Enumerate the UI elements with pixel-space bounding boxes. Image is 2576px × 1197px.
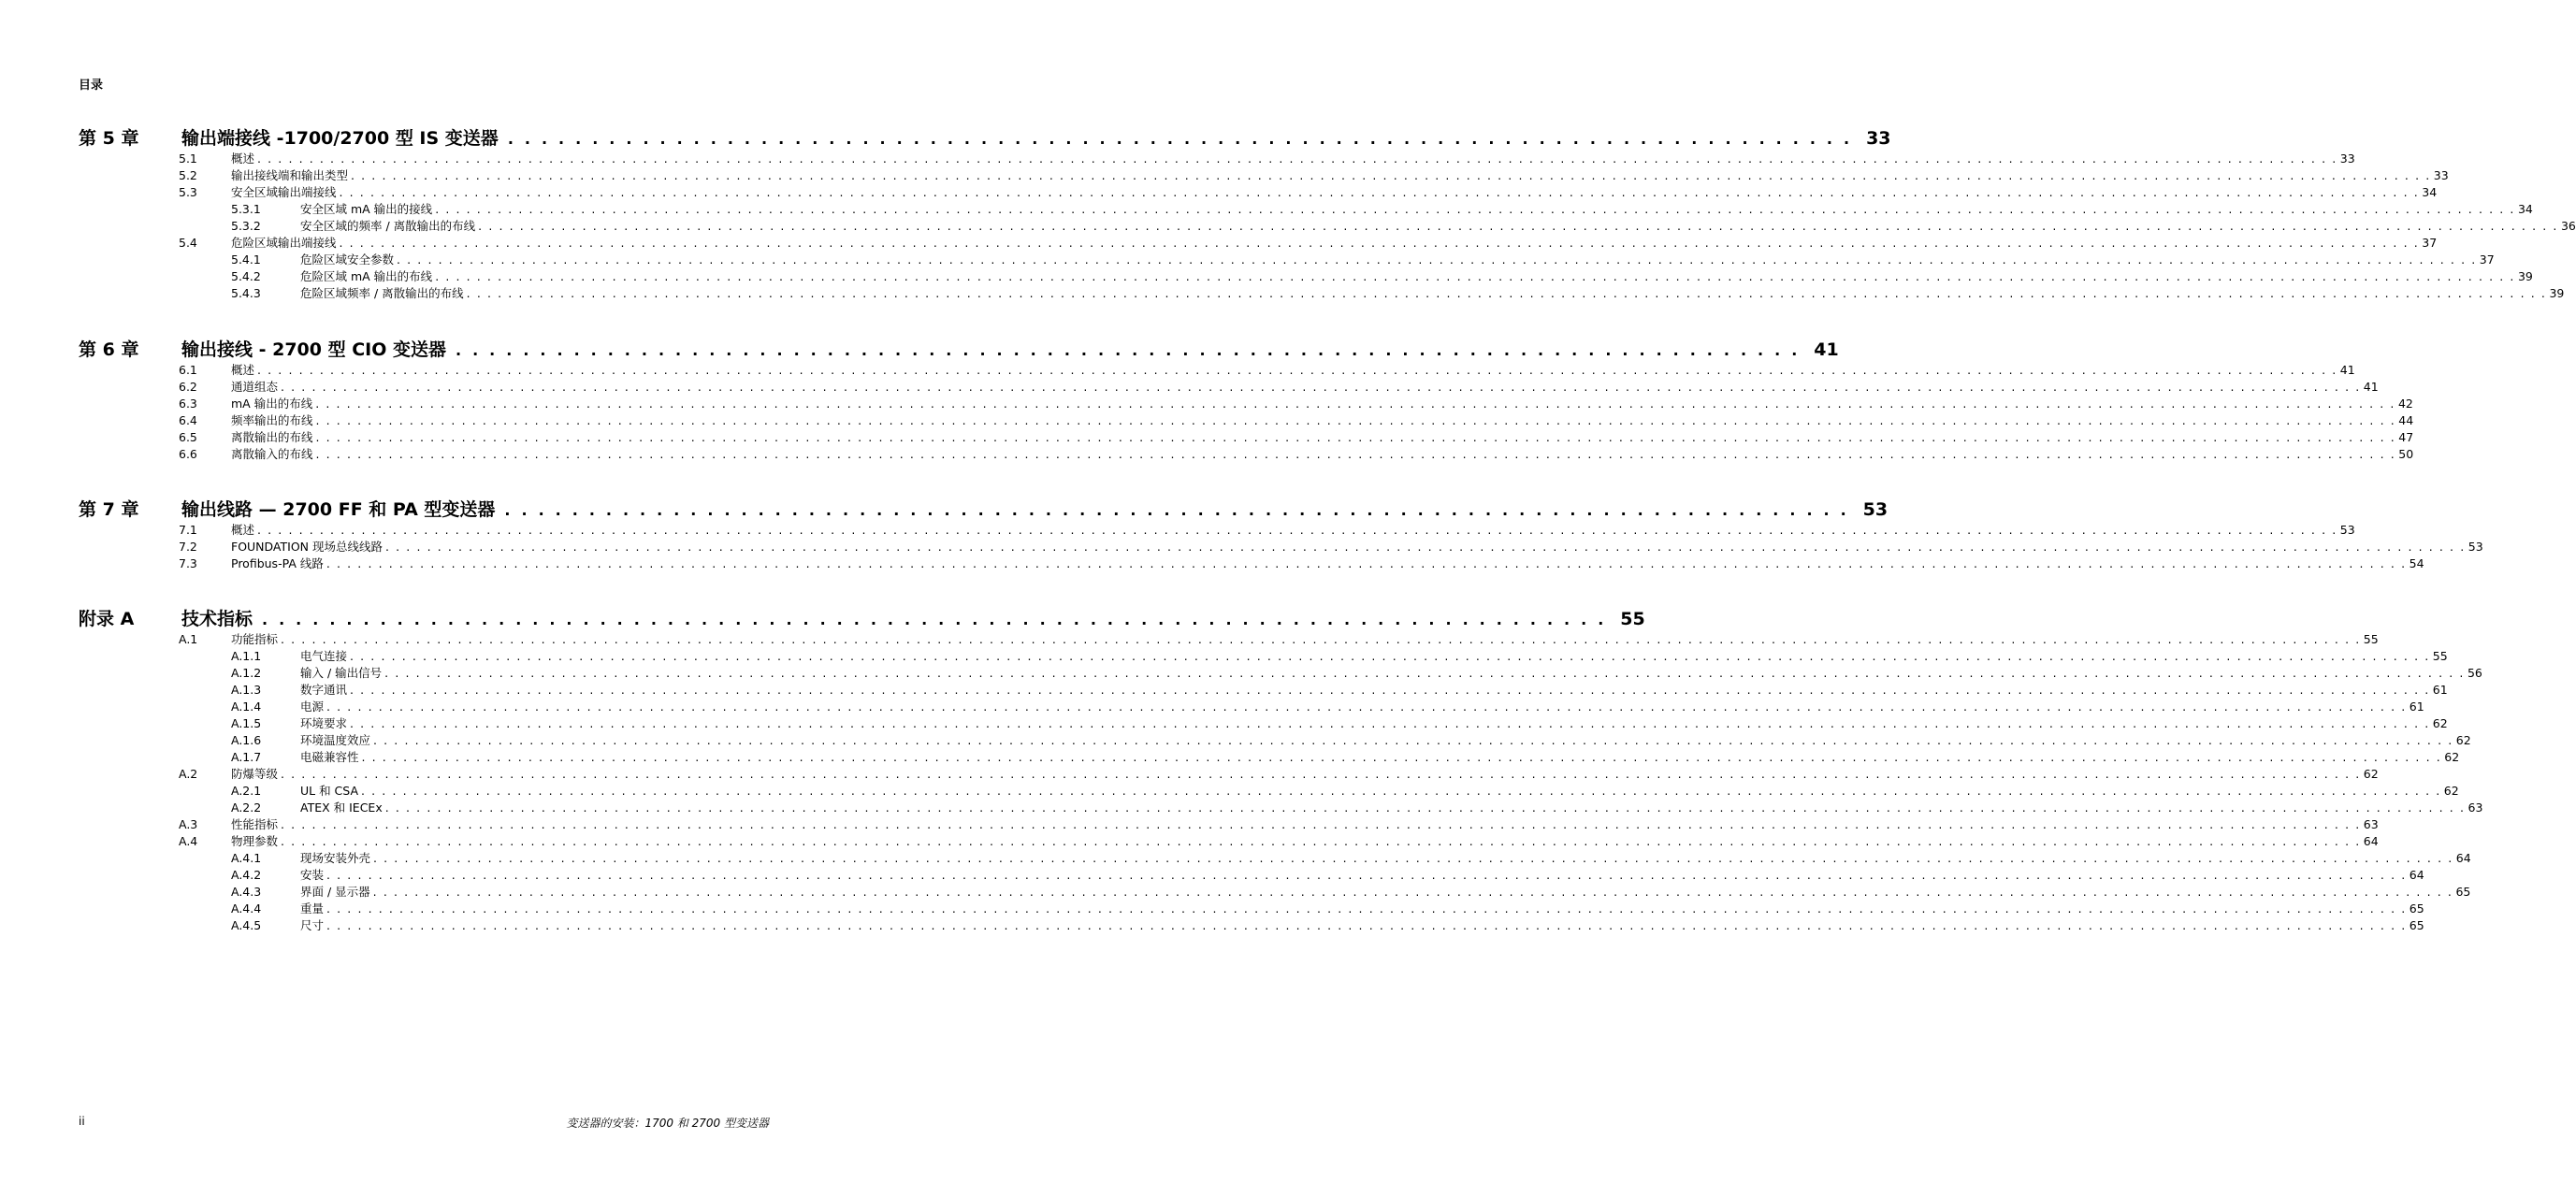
entry-title: 环境要求 — [300, 716, 348, 730]
entry-page-number: 50 — [2398, 447, 2414, 461]
entry-page-number: 33 — [2433, 168, 2449, 182]
toc-entry[interactable] — [79, 648, 2448, 665]
entry-title: 重量 — [300, 901, 325, 916]
chapter-title: 技术指标 — [181, 609, 253, 629]
entry-page-number: 53 — [2467, 540, 2483, 554]
dot-leader: ................................................................................ — [262, 611, 1615, 628]
chapter-heading[interactable] — [79, 128, 1891, 149]
entry-number: A.3 — [179, 817, 198, 831]
dot-leader: ................................................................................ — [507, 130, 1861, 148]
toc-entry[interactable] — [79, 833, 2379, 850]
toc-entry[interactable] — [79, 412, 2414, 429]
entry-page-number: 33 — [2339, 151, 2355, 166]
entry-page-number: 47 — [2398, 430, 2414, 444]
toc-entry[interactable] — [79, 766, 2379, 783]
chapter-heading[interactable] — [79, 499, 1889, 520]
chapter-number: 第 6 章 — [79, 339, 139, 360]
toc-chapter — [79, 499, 2483, 572]
entry-number: A.2.1 — [231, 784, 262, 798]
dot-leader: . . . . . . . . . . . . . . . . . . . . . . . . . . . . . . . . . . . . . . . . . . . . . . . . . . . . . . . . . . . . . . . . . . . . . . . . . . . . . . . . . . . . . . . . . . . . . . . . . . . . . . . . . . . . . . . . . . . . . . . . . . . . . . . . . . . . . . . . . . . . . . . . . . . . . . . . . . . . . . . . . . . . . . . . . . . . . . . . . . . . . . . . . . . . . . . . . . . . . . . . — [361, 784, 2441, 798]
entry-title: 性能指标 — [231, 817, 279, 831]
dot-leader: . . . . . . . . . . . . . . . . . . . . . . . . . . . . . . . . . . . . . . . . . . . . . . . . . . . . . . . . . . . . . . . . . . . . . . . . . . . . . . . . . . . . . . . . . . . . . . . . . . . . . . . . . . . . . . . . . . . . . . . . . . . . . . . . . . . . . . . . . . . . . . . . . . . . . . . . . . . . . . . . . . . . . . . . . . . . . . . . . . . . . . . . . . . . . . . . . . . . . . . . — [339, 185, 2420, 199]
entry-title: 概述 — [231, 523, 255, 537]
toc-entry[interactable] — [79, 184, 2438, 201]
entry-number: 6.6 — [179, 447, 197, 461]
toc-entry[interactable] — [79, 379, 2379, 396]
toc-entry[interactable] — [79, 362, 2355, 379]
dot-leader: . . . . . . . . . . . . . . . . . . . . . . . . . . . . . . . . . . . . . . . . . . . . . . . . . . . . . . . . . . . . . . . . . . . . . . . . . . . . . . . . . . . . . . . . . . . . . . . . . . . . . . . . . . . . . . . . . . . . . . . . . . . . . . . . . . . . . . . . . . . . . . . . . . . . . . . . . . . . . . . . . . . . . . . . . . . . . . . . . . . . . . . . . . . . . . . . . . . . . . . . — [350, 649, 2430, 663]
toc-entry[interactable] — [79, 884, 2471, 901]
entry-number: A.4 — [179, 834, 198, 848]
dot-leader: . . . . . . . . . . . . . . . . . . . . . . . . . . . . . . . . . . . . . . . . . . . . . . . . . . . . . . . . . . . . . . . . . . . . . . . . . . . . . . . . . . . . . . . . . . . . . . . . . . . . . . . . . . . . . . . . . . . . . . . . . . . . . . . . . . . . . . . . . . . . . . . . . . . . . . . . . . . . . . . . . . . . . . . . . . . . . . . . . . . . . . . . . . . . . . . . . . . . . . . . — [373, 851, 2453, 865]
dot-leader: . . . . . . . . . . . . . . . . . . . . . . . . . . . . . . . . . . . . . . . . . . . . . . . . . . . . . . . . . . . . . . . . . . . . . . . . . . . . . . . . . . . . . . . . . . . . . . . . . . . . . . . . . . . . . . . . . . . . . . . . . . . . . . . . . . . . . . . . . . . . . . . . . . . . . . . . . . . . . . . . . . . . . . . . . . . . . . . . . . . . . . . . . . . . . . . . . . . . . . . . — [257, 523, 2337, 537]
dot-leader: . . . . . . . . . . . . . . . . . . . . . . . . . . . . . . . . . . . . . . . . . . . . . . . . . . . . . . . . . . . . . . . . . . . . . . . . . . . . . . . . . . . . . . . . . . . . . . . . . . . . . . . . . . . . . . . . . . . . . . . . . . . . . . . . . . . . . . . . . . . . . . . . . . . . . . . . . . . . . . . . . . . . . . . . . . . . . . . . . . . . . . . . . . . . . . . . . . . . . . . . — [281, 834, 2361, 848]
entry-title: 离散输出的布线 — [231, 430, 313, 444]
entry-number: A.1.2 — [231, 666, 262, 680]
entry-number: 5.3.2 — [231, 219, 261, 233]
entry-number: A.4.5 — [231, 918, 262, 932]
dot-leader: . . . . . . . . . . . . . . . . . . . . . . . . . . . . . . . . . . . . . . . . . . . . . . . . . . . . . . . . . . . . . . . . . . . . . . . . . . . . . . . . . . . . . . . . . . . . . . . . . . . . . . . . . . . . . . . . . . . . . . . . . . . . . . . . . . . . . . . . . . . . . . . . . . . . . . . . . . . . . . . . . . . . . . . . . . . . . . . . . . . . . . . . . . . . . . . . . . . . . . . . — [384, 666, 2465, 680]
entry-page-number: 62 — [2444, 750, 2460, 764]
entry-page-number: 62 — [2443, 784, 2459, 798]
toc-entry[interactable] — [79, 715, 2448, 732]
entry-number: 7.2 — [179, 540, 197, 554]
dot-leader: . . . . . . . . . . . . . . . . . . . . . . . . . . . . . . . . . . . . . . . . . . . . . . . . . . . . . . . . . . . . . . . . . . . . . . . . . . . . . . . . . . . . . . . . . . . . . . . . . . . . . . . . . . . . . . . . . . . . . . . . . . . . . . . . . . . . . . . . . . . . . . . . . . . . . . . . . . . . . . . . . . . . . . . . . . . . . . . . . . . . . . . . . . . . . . . . . . . . . . . . — [478, 219, 2558, 233]
dot-leader: . . . . . . . . . . . . . . . . . . . . . . . . . . . . . . . . . . . . . . . . . . . . . . . . . . . . . . . . . . . . . . . . . . . . . . . . . . . . . . . . . . . . . . . . . . . . . . . . . . . . . . . . . . . . . . . . . . . . . . . . . . . . . . . . . . . . . . . . . . . . . . . . . . . . . . . . . . . . . . . . . . . . . . . . . . . . . . . . . . . . . . . . . . . . . . . . . . . . . . . . — [257, 151, 2337, 166]
entry-title: ATEX 和 IECEx — [300, 800, 383, 815]
dot-leader: . . . . . . . . . . . . . . . . . . . . . . . . . . . . . . . . . . . . . . . . . . . . . . . . . . . . . . . . . . . . . . . . . . . . . . . . . . . . . . . . . . . . . . . . . . . . . . . . . . . . . . . . . . . . . . . . . . . . . . . . . . . . . . . . . . . . . . . . . . . . . . . . . . . . . . . . . . . . . . . . . . . . . . . . . . . . . . . . . . . . . . . . . . . . . . . . . . . . . . . . — [361, 750, 2442, 764]
entry-page-number: 42 — [2397, 397, 2413, 411]
entry-title: 频率输出的布线 — [231, 413, 313, 427]
entry-title: 防爆等级 — [231, 767, 279, 781]
entry-page-number: 62 — [2455, 733, 2471, 747]
dot-leader: . . . . . . . . . . . . . . . . . . . . . . . . . . . . . . . . . . . . . . . . . . . . . . . . . . . . . . . . . . . . . . . . . . . . . . . . . . . . . . . . . . . . . . . . . . . . . . . . . . . . . . . . . . . . . . . . . . . . . . . . . . . . . . . . . . . . . . . . . . . . . . . . . . . . . . . . . . . . . . . . . . . . . . . . . . . . . . . . . . . . . . . . . . . . . . . . . . . . . . . . — [315, 413, 2396, 427]
toc-entry[interactable] — [79, 151, 2355, 167]
entry-number: A.1.7 — [231, 750, 262, 764]
chapter-page-number: 41 — [1814, 339, 1839, 360]
toc-entry[interactable] — [79, 749, 2460, 766]
toc-entry[interactable] — [79, 285, 2565, 302]
entry-number: A.4.2 — [231, 868, 262, 882]
dot-leader: . . . . . . . . . . . . . . . . . . . . . . . . . . . . . . . . . . . . . . . . . . . . . . . . . . . . . . . . . . . . . . . . . . . . . . . . . . . . . . . . . . . . . . . . . . . . . . . . . . . . . . . . . . . . . . . . . . . . . . . . . . . . . . . . . . . . . . . . . . . . . . . . . . . . . . . . . . . . . . . . . . . . . . . . . . . . . . . . . . . . . . . . . . . . . . . . . . . . . . . . — [281, 632, 2361, 646]
toc-entry[interactable] — [79, 218, 2576, 235]
dot-leader: . . . . . . . . . . . . . . . . . . . . . . . . . . . . . . . . . . . . . . . . . . . . . . . . . . . . . . . . . . . . . . . . . . . . . . . . . . . . . . . . . . . . . . . . . . . . . . . . . . . . . . . . . . . . . . . . . . . . . . . . . . . . . . . . . . . . . . . . . . . . . . . . . . . . . . . . . . . . . . . . . . . . . . . . . . . . . . . . . . . . . . . . . . . . . . . . . . . . . . . . — [373, 733, 2453, 747]
entry-page-number: 41 — [2363, 380, 2379, 394]
entry-page-number: 44 — [2398, 413, 2414, 427]
entry-number: A.1.4 — [231, 699, 262, 714]
entry-number: 6.3 — [179, 397, 197, 411]
entry-title: 物理参数 — [231, 834, 279, 848]
entry-title: 功能指标 — [231, 632, 279, 646]
entry-title: 电磁兼容性 — [300, 750, 359, 764]
entry-title: 安全区域的频率 / 离散输出的布线 — [300, 219, 476, 233]
entry-title: 安全区域 mA 输出的接线 — [300, 202, 433, 216]
entry-number: A.1.1 — [231, 649, 262, 663]
entry-page-number: 64 — [2455, 851, 2471, 865]
entry-title: 概述 — [231, 151, 255, 166]
toc-entry[interactable] — [79, 901, 2424, 917]
entry-number: A.1.6 — [231, 733, 262, 747]
footer-document-title: 变送器的安装：1700 和 2700 型变送器 — [566, 1117, 769, 1130]
entry-title: 危险区域输出端接线 — [231, 236, 337, 250]
dot-leader: . . . . . . . . . . . . . . . . . . . . . . . . . . . . . . . . . . . . . . . . . . . . . . . . . . . . . . . . . . . . . . . . . . . . . . . . . . . . . . . . . . . . . . . . . . . . . . . . . . . . . . . . . . . . . . . . . . . . . . . . . . . . . . . . . . . . . . . . . . . . . . . . . . . . . . . . . . . . . . . . . . . . . . . . . . . . . . . . . . . . . . . . . . . . . . . . . . . . . . . . — [350, 716, 2430, 730]
dot-leader: . . . . . . . . . . . . . . . . . . . . . . . . . . . . . . . . . . . . . . . . . . . . . . . . . . . . . . . . . . . . . . . . . . . . . . . . . . . . . . . . . . . . . . . . . . . . . . . . . . . . . . . . . . . . . . . . . . . . . . . . . . . . . . . . . . . . . . . . . . . . . . . . . . . . . . . . . . . . . . . . . . . . . . . . . . . . . . . . . . . . . . . . . . . . . . . . . . . . . . . . — [435, 202, 2515, 216]
entry-number: A.4.1 — [231, 851, 262, 865]
dot-leader: . . . . . . . . . . . . . . . . . . . . . . . . . . . . . . . . . . . . . . . . . . . . . . . . . . . . . . . . . . . . . . . . . . . . . . . . . . . . . . . . . . . . . . . . . . . . . . . . . . . . . . . . . . . . . . . . . . . . . . . . . . . . . . . . . . . . . . . . . . . . . . . . . . . . . . . . . . . . . . . . . . . . . . . . . . . . . . . . . . . . . . . . . . . . . . . . . . . . . . . . — [466, 286, 2547, 300]
toc-entry[interactable] — [79, 783, 2459, 800]
dot-leader: . . . . . . . . . . . . . . . . . . . . . . . . . . . . . . . . . . . . . . . . . . . . . . . . . . . . . . . . . . . . . . . . . . . . . . . . . . . . . . . . . . . . . . . . . . . . . . . . . . . . . . . . . . . . . . . . . . . . . . . . . . . . . . . . . . . . . . . . . . . . . . . . . . . . . . . . . . . . . . . . . . . . . . . . . . . . . . . . . . . . . . . . . . . . . . . . . . . . . . . . — [351, 168, 2431, 182]
toc-entry[interactable] — [79, 539, 2483, 555]
entry-title: 环境温度效应 — [300, 733, 371, 747]
dot-leader: . . . . . . . . . . . . . . . . . . . . . . . . . . . . . . . . . . . . . . . . . . . . . . . . . . . . . . . . . . . . . . . . . . . . . . . . . . . . . . . . . . . . . . . . . . . . . . . . . . . . . . . . . . . . . . . . . . . . . . . . . . . . . . . . . . . . . . . . . . . . . . . . . . . . . . . . . . . . . . . . . . . . . . . . . . . . . . . . . . . . . . . . . . . . . . . . . . . . . . . . — [315, 430, 2396, 444]
toc-entry[interactable] — [79, 665, 2482, 682]
entry-page-number: 34 — [2517, 202, 2533, 216]
entry-title: mA 输出的布线 — [231, 397, 313, 411]
entry-page-number: 37 — [2422, 236, 2438, 250]
chapter-number: 附录 A — [79, 609, 135, 629]
toc-chapter — [79, 128, 2576, 302]
toc-entry[interactable] — [79, 555, 2424, 572]
entry-page-number: 62 — [2363, 767, 2379, 781]
chapter-heading[interactable] — [79, 609, 1645, 629]
entry-page-number: 37 — [2479, 252, 2495, 267]
dot-leader: . . . . . . . . . . . . . . . . . . . . . . . . . . . . . . . . . . . . . . . . . . . . . . . . . . . . . . . . . . . . . . . . . . . . . . . . . . . . . . . . . . . . . . . . . . . . . . . . . . . . . . . . . . . . . . . . . . . . . . . . . . . . . . . . . . . . . . . . . . . . . . . . . . . . . . . . . . . . . . . . . . . . . . . . . . . . . . . . . . . . . . . . . . . . . . . . . . . . . . . . — [281, 380, 2361, 394]
toc-entry[interactable] — [79, 235, 2438, 252]
dot-leader: . . . . . . . . . . . . . . . . . . . . . . . . . . . . . . . . . . . . . . . . . . . . . . . . . . . . . . . . . . . . . . . . . . . . . . . . . . . . . . . . . . . . . . . . . . . . . . . . . . . . . . . . . . . . . . . . . . . . . . . . . . . . . . . . . . . . . . . . . . . . . . . . . . . . . . . . . . . . . . . . . . . . . . . . . . . . . . . . . . . . . . . . . . . . . . . . . . . . . . . . — [326, 868, 2407, 882]
dot-leader: . . . . . . . . . . . . . . . . . . . . . . . . . . . . . . . . . . . . . . . . . . . . . . . . . . . . . . . . . . . . . . . . . . . . . . . . . . . . . . . . . . . . . . . . . . . . . . . . . . . . . . . . . . . . . . . . . . . . . . . . . . . . . . . . . . . . . . . . . . . . . . . . . . . . . . . . . . . . . . . . . . . . . . . . . . . . . . . . . . . . . . . . . . . . . . . . . . . . . . . . — [281, 817, 2361, 831]
toc-chapter — [79, 609, 2483, 934]
dot-leader: . . . . . . . . . . . . . . . . . . . . . . . . . . . . . . . . . . . . . . . . . . . . . . . . . . . . . . . . . . . . . . . . . . . . . . . . . . . . . . . . . . . . . . . . . . . . . . . . . . . . . . . . . . . . . . . . . . . . . . . . . . . . . . . . . . . . . . . . . . . . . . . . . . . . . . . . . . . . . . . . . . . . . . . . . . . . . . . . . . . . . . . . . . . . . . . . . . . . . . . . — [326, 699, 2407, 714]
entry-title: 尺寸 — [300, 918, 325, 932]
dot-leader: . . . . . . . . . . . . . . . . . . . . . . . . . . . . . . . . . . . . . . . . . . . . . . . . . . . . . . . . . . . . . . . . . . . . . . . . . . . . . . . . . . . . . . . . . . . . . . . . . . . . . . . . . . . . . . . . . . . . . . . . . . . . . . . . . . . . . . . . . . . . . . . . . . . . . . . . . . . . . . . . . . . . . . . . . . . . . . . . . . . . . . . . . . . . . . . . . . . . . . . . — [339, 236, 2420, 250]
entry-title: 危险区域 mA 输出的布线 — [300, 269, 433, 283]
toc-entry[interactable] — [79, 268, 2533, 285]
chapter-number: 第 7 章 — [79, 499, 139, 520]
toc-entry[interactable] — [79, 732, 2471, 749]
toc-entry[interactable] — [79, 917, 2424, 934]
entry-number: 6.1 — [179, 363, 197, 377]
chapter-title: 输出线路 — 2700 FF 和 PA 型变送器 — [181, 499, 496, 520]
chapter-page-number: 53 — [1862, 499, 1889, 520]
entry-page-number: 54 — [2409, 556, 2424, 570]
dot-leader: . . . . . . . . . . . . . . . . . . . . . . . . . . . . . . . . . . . . . . . . . . . . . . . . . . . . . . . . . . . . . . . . . . . . . . . . . . . . . . . . . . . . . . . . . . . . . . . . . . . . . . . . . . . . . . . . . . . . . . . . . . . . . . . . . . . . . . . . . . . . . . . . . . . . . . . . . . . . . . . . . . . . . . . . . . . . . . . . . . . . . . . . . . . . . . . . . . . . . . . . — [281, 767, 2361, 781]
entry-number: A.1 — [179, 632, 198, 646]
entry-number: A.4.3 — [231, 885, 262, 899]
footer-page-number: ii — [79, 1115, 85, 1128]
dot-leader: . . . . . . . . . . . . . . . . . . . . . . . . . . . . . . . . . . . . . . . . . . . . . . . . . . . . . . . . . . . . . . . . . . . . . . . . . . . . . . . . . . . . . . . . . . . . . . . . . . . . . . . . . . . . . . . . . . . . . . . . . . . . . . . . . . . . . . . . . . . . . . . . . . . . . . . . . . . . . . . . . . . . . . . . . . . . . . . . . . . . . . . . . . . . . . . . . . . . . . . . — [326, 901, 2407, 916]
entry-number: 6.4 — [179, 413, 197, 427]
entry-number: A.2 — [179, 767, 198, 781]
entry-page-number: 61 — [2409, 699, 2424, 714]
entry-page-number: 34 — [2422, 185, 2438, 199]
entry-number: 5.2 — [179, 168, 197, 182]
entry-title: 离散输入的布线 — [231, 447, 313, 461]
entry-number: 5.4.3 — [231, 286, 261, 300]
dot-leader: . . . . . . . . . . . . . . . . . . . . . . . . . . . . . . . . . . . . . . . . . . . . . . . . . . . . . . . . . . . . . . . . . . . . . . . . . . . . . . . . . . . . . . . . . . . . . . . . . . . . . . . . . . . . . . . . . . . . . . . . . . . . . . . . . . . . . . . . . . . . . . . . . . . . . . . . . . . . . . . . . . . . . . . . . . . . . . . . . . . . . . . . . . . . . . . . . . . . . . . . — [326, 918, 2407, 932]
entry-page-number: 36 — [2560, 219, 2576, 233]
entry-title: 通道组态 — [231, 380, 279, 394]
entry-number: 6.5 — [179, 430, 197, 444]
toc-entry[interactable] — [79, 682, 2448, 699]
entry-title: 输出接线端和输出类型 — [231, 168, 349, 182]
entry-page-number: 53 — [2339, 523, 2355, 537]
toc-entry[interactable] — [79, 201, 2533, 218]
entry-page-number: 39 — [2517, 269, 2533, 283]
dot-leader: . . . . . . . . . . . . . . . . . . . . . . . . . . . . . . . . . . . . . . . . . . . . . . . . . . . . . . . . . . . . . . . . . . . . . . . . . . . . . . . . . . . . . . . . . . . . . . . . . . . . . . . . . . . . . . . . . . . . . . . . . . . . . . . . . . . . . . . . . . . . . . . . . . . . . . . . . . . . . . . . . . . . . . . . . . . . . . . . . . . . . . . . . . . . . . . . . . . . . . . . — [372, 885, 2453, 899]
dot-leader: . . . . . . . . . . . . . . . . . . . . . . . . . . . . . . . . . . . . . . . . . . . . . . . . . . . . . . . . . . . . . . . . . . . . . . . . . . . . . . . . . . . . . . . . . . . . . . . . . . . . . . . . . . . . . . . . . . . . . . . . . . . . . . . . . . . . . . . . . . . . . . . . . . . . . . . . . . . . . . . . . . . . . . . . . . . . . . . . . . . . . . . . . . . . . . . . . . . . . . . . — [257, 363, 2337, 377]
toc-entry[interactable] — [79, 167, 2449, 184]
entry-number: 5.4.2 — [231, 269, 261, 283]
entry-page-number: 65 — [2455, 885, 2471, 899]
entry-number: 5.1 — [179, 151, 197, 166]
entry-page-number: 61 — [2432, 683, 2448, 697]
chapter-number: 第 5 章 — [79, 128, 139, 149]
page-header-title: 目录 — [79, 79, 104, 93]
entry-page-number: 65 — [2409, 901, 2424, 916]
dot-leader: . . . . . . . . . . . . . . . . . . . . . . . . . . . . . . . . . . . . . . . . . . . . . . . . . . . . . . . . . . . . . . . . . . . . . . . . . . . . . . . . . . . . . . . . . . . . . . . . . . . . . . . . . . . . . . . . . . . . . . . . . . . . . . . . . . . . . . . . . . . . . . . . . . . . . . . . . . . . . . . . . . . . . . . . . . . . . . . . . . . . . . . . . . . . . . . . . . . . . . . . — [315, 397, 2395, 411]
entry-title: 安装 — [300, 868, 325, 882]
toc-entry[interactable] — [79, 522, 2355, 539]
entry-title: 现场安装外壳 — [300, 851, 371, 865]
entry-title: 输入 / 输出信号 — [300, 666, 383, 680]
entry-page-number: 55 — [2363, 632, 2379, 646]
entry-number: 5.4.1 — [231, 252, 261, 267]
entry-page-number: 56 — [2467, 666, 2482, 680]
toc-entry[interactable] — [79, 429, 2414, 446]
entry-page-number: 64 — [2363, 834, 2379, 848]
entry-number: 7.3 — [179, 556, 197, 570]
dot-leader: . . . . . . . . . . . . . . . . . . . . . . . . . . . . . . . . . . . . . . . . . . . . . . . . . . . . . . . . . . . . . . . . . . . . . . . . . . . . . . . . . . . . . . . . . . . . . . . . . . . . . . . . . . . . . . . . . . . . . . . . . . . . . . . . . . . . . . . . . . . . . . . . . . . . . . . . . . . . . . . . . . . . . . . . . . . . . . . . . . . . . . . . . . . . . . . . . . . . . . . . — [397, 252, 2477, 267]
entry-page-number: 65 — [2409, 918, 2424, 932]
chapter-title: 输出接线 - 2700 型 CIO 变送器 — [181, 339, 447, 360]
dot-leader: . . . . . . . . . . . . . . . . . . . . . . . . . . . . . . . . . . . . . . . . . . . . . . . . . . . . . . . . . . . . . . . . . . . . . . . . . . . . . . . . . . . . . . . . . . . . . . . . . . . . . . . . . . . . . . . . . . . . . . . . . . . . . . . . . . . . . . . . . . . . . . . . . . . . . . . . . . . . . . . . . . . . . . . . . . . . . . . . . . . . . . . . . . . . . . . . . . . . . . . . — [326, 556, 2407, 570]
entry-number: 7.1 — [179, 523, 197, 537]
entry-title: UL 和 CSA — [300, 784, 359, 798]
entry-number: A.4.4 — [231, 901, 262, 916]
dot-leader: . . . . . . . . . . . . . . . . . . . . . . . . . . . . . . . . . . . . . . . . . . . . . . . . . . . . . . . . . . . . . . . . . . . . . . . . . . . . . . . . . . . . . . . . . . . . . . . . . . . . . . . . . . . . . . . . . . . . . . . . . . . . . . . . . . . . . . . . . . . . . . . . . . . . . . . . . . . . . . . . . . . . . . . . . . . . . . . . . . . . . . . . . . . . . . . . . . . . . . . . — [385, 540, 2466, 554]
entry-title: 安全区域输出端接线 — [231, 185, 337, 199]
entry-page-number: 63 — [2467, 800, 2483, 815]
dot-leader: . . . . . . . . . . . . . . . . . . . . . . . . . . . . . . . . . . . . . . . . . . . . . . . . . . . . . . . . . . . . . . . . . . . . . . . . . . . . . . . . . . . . . . . . . . . . . . . . . . . . . . . . . . . . . . . . . . . . . . . . . . . . . . . . . . . . . . . . . . . . . . . . . . . . . . . . . . . . . . . . . . . . . . . . . . . . . . . . . . . . . . . . . . . . . . . . . . . . . . . . — [350, 683, 2430, 697]
entry-page-number: 63 — [2363, 817, 2379, 831]
entry-number: A.1.3 — [231, 683, 262, 697]
entry-title: Profibus-PA 线路 — [231, 556, 324, 570]
entry-title: 危险区域安全参数 — [300, 252, 395, 267]
toc-entry[interactable] — [79, 800, 2483, 816]
entry-title: 界面 / 显示器 — [300, 885, 370, 899]
entry-title: FOUNDATION 现场总线线路 — [231, 540, 383, 554]
entry-number: 5.3.1 — [231, 202, 261, 216]
chapter-title: 输出端接线 -1700/2700 型 IS 变送器 — [181, 128, 499, 149]
toc-entry[interactable] — [79, 867, 2424, 884]
toc-entry[interactable] — [79, 631, 2379, 648]
dot-leader: . . . . . . . . . . . . . . . . . . . . . . . . . . . . . . . . . . . . . . . . . . . . . . . . . . . . . . . . . . . . . . . . . . . . . . . . . . . . . . . . . . . . . . . . . . . . . . . . . . . . . . . . . . . . . . . . . . . . . . . . . . . . . . . . . . . . . . . . . . . . . . . . . . . . . . . . . . . . . . . . . . . . . . . . . . . . . . . . . . . . . . . . . . . . . . . . . . . . . . . . — [435, 269, 2515, 283]
entry-page-number: 62 — [2432, 716, 2448, 730]
toc-chapter — [79, 339, 2414, 463]
toc-entry[interactable] — [79, 396, 2413, 412]
dot-leader: . . . . . . . . . . . . . . . . . . . . . . . . . . . . . . . . . . . . . . . . . . . . . . . . . . . . . . . . . . . . . . . . . . . . . . . . . . . . . . . . . . . . . . . . . . . . . . . . . . . . . . . . . . . . . . . . . . . . . . . . . . . . . . . . . . . . . . . . . . . . . . . . . . . . . . . . . . . . . . . . . . . . . . . . . . . . . . . . . . . . . . . . . . . . . . . . . . . . . . . . — [315, 447, 2396, 461]
toc-entry[interactable] — [79, 850, 2471, 867]
chapter-heading[interactable] — [79, 339, 1839, 360]
entry-number: 6.2 — [179, 380, 197, 394]
entry-number: A.1.5 — [231, 716, 262, 730]
entry-title: 电气连接 — [300, 649, 348, 663]
toc-entry[interactable] — [79, 252, 2495, 268]
entry-title: 概述 — [231, 363, 255, 377]
entry-title: 电源 — [300, 699, 325, 714]
toc-entry[interactable] — [79, 699, 2424, 715]
entry-page-number: 39 — [2549, 286, 2565, 300]
toc-entry[interactable] — [79, 446, 2414, 463]
dot-leader: ................................................................................ — [456, 341, 1809, 359]
entry-title: 危险区域频率 / 离散输出的布线 — [300, 286, 464, 300]
dot-leader: ................................................................................ — [504, 501, 1858, 519]
entry-page-number: 41 — [2339, 363, 2355, 377]
entry-number: 5.3 — [179, 185, 197, 199]
dot-leader: . . . . . . . . . . . . . . . . . . . . . . . . . . . . . . . . . . . . . . . . . . . . . . . . . . . . . . . . . . . . . . . . . . . . . . . . . . . . . . . . . . . . . . . . . . . . . . . . . . . . . . . . . . . . . . . . . . . . . . . . . . . . . . . . . . . . . . . . . . . . . . . . . . . . . . . . . . . . . . . . . . . . . . . . . . . . . . . . . . . . . . . . . . . . . . . . . . . . . . . . — [384, 800, 2466, 815]
entry-title: 数字通讯 — [300, 683, 348, 697]
entry-number: A.2.2 — [231, 800, 262, 815]
entry-number: 5.4 — [179, 236, 197, 250]
chapter-page-number: 33 — [1866, 128, 1891, 149]
entry-page-number: 55 — [2432, 649, 2448, 663]
entry-page-number: 64 — [2409, 868, 2424, 882]
chapter-page-number: 55 — [1620, 609, 1645, 629]
toc-entry[interactable] — [79, 816, 2379, 833]
